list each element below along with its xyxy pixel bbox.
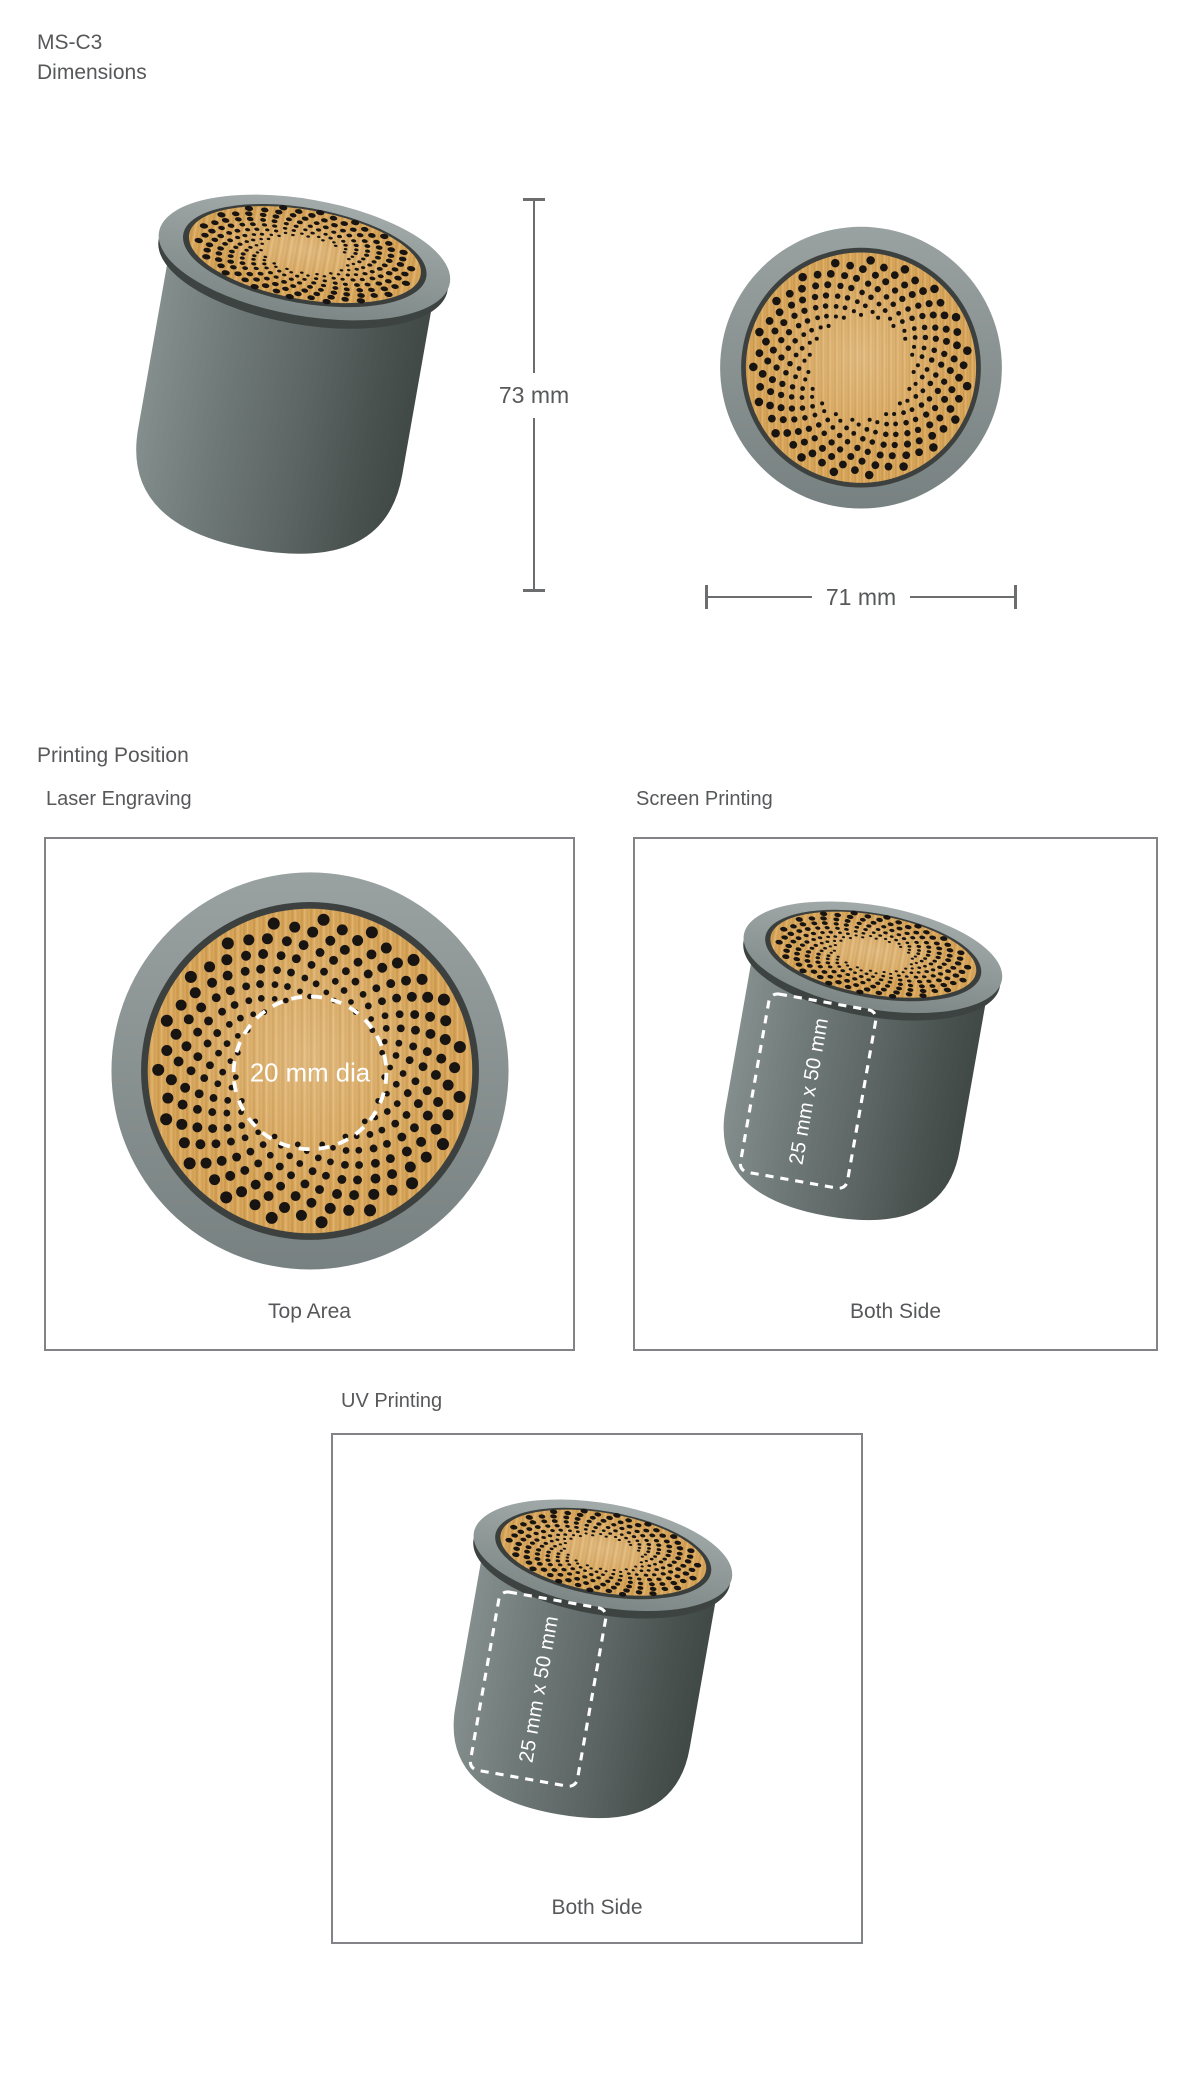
speaker-top-view-image	[712, 218, 1010, 516]
dimension-tick-right	[1014, 585, 1017, 609]
product-code: MS-C3	[37, 31, 103, 54]
dimension-line-left	[708, 596, 812, 599]
width-dimension	[705, 582, 1017, 612]
uv-printing-heading: UV Printing	[341, 1390, 443, 1412]
screen-caption: Both Side	[849, 1300, 942, 1323]
laser-engraving-speaker-image	[100, 860, 520, 1280]
dimension-tick-bottom	[523, 589, 545, 592]
width-dimension-label: 71 mm	[825, 583, 897, 610]
uv-print-area-label: 25 mm x 50 mm	[515, 1614, 563, 1765]
dimensions-heading: Dimensions	[37, 61, 147, 84]
height-dimension	[498, 198, 570, 592]
printing-position-heading: Printing Position	[37, 744, 189, 767]
dimension-line-upper	[533, 201, 536, 373]
screen-print-area-label: 25 mm x 50 mm	[785, 1016, 833, 1167]
dimension-line-right	[910, 596, 1014, 599]
laser-print-area-label: 20 mm dia	[249, 1059, 371, 1088]
laser-caption: Top Area	[268, 1300, 351, 1323]
screen-printing-heading: Screen Printing	[636, 788, 773, 810]
height-dimension-label: 73 mm	[498, 381, 570, 408]
dimension-line-lower	[533, 418, 536, 590]
screen-printing-speaker-image	[672, 846, 1034, 1277]
speaker-side-view-image	[78, 132, 486, 618]
laser-engraving-heading: Laser Engraving	[46, 788, 192, 810]
uv-printing-speaker-image	[402, 1444, 764, 1875]
uv-caption: Both Side	[551, 1896, 643, 1919]
